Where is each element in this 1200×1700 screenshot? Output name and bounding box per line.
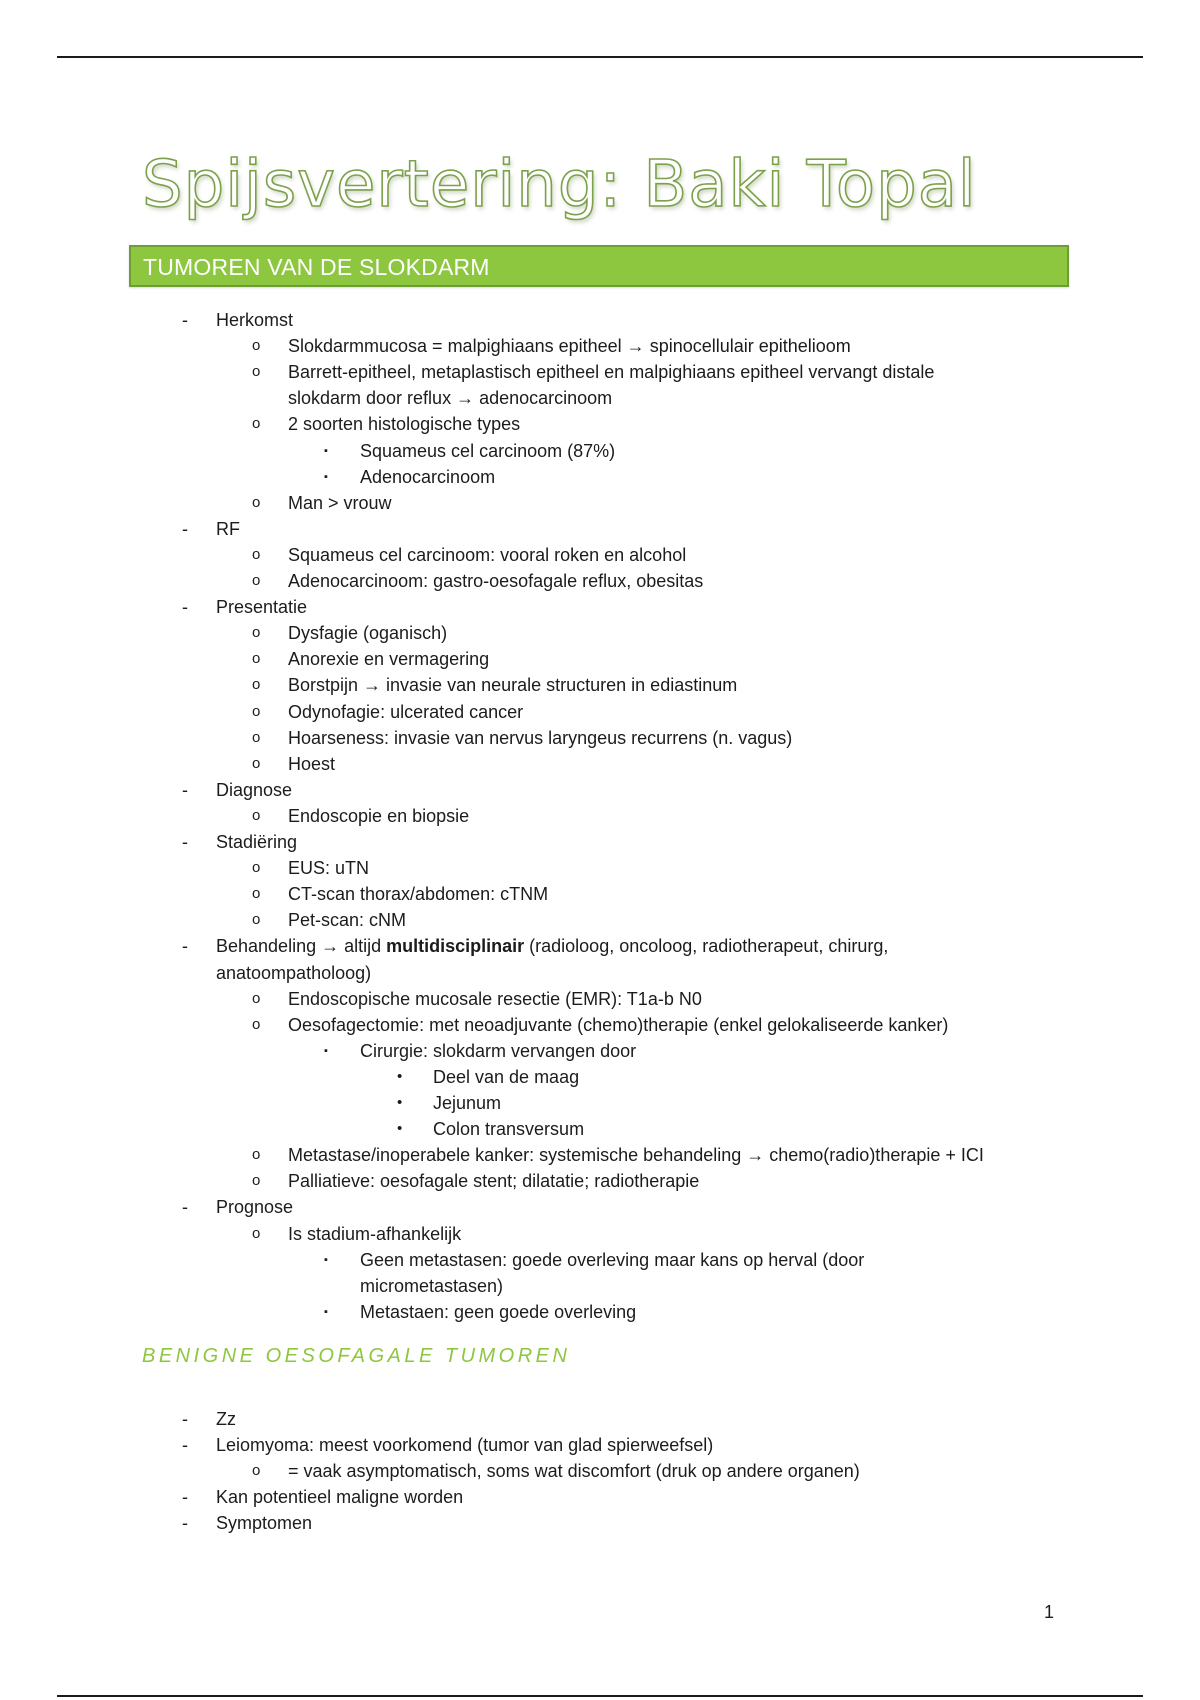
page-number: 1 [1044,1602,1055,1622]
list-item: Metastaen: geen goede overleving [360,1301,637,1322]
list-item: Oesofagectomie: met neoadjuvante (chemo)therapie (enkel gelokaliseerde kanker) [288,1014,949,1035]
list-item: Hoest [288,753,336,774]
list-item: Barrett-epitheel, metaplastisch epitheel en malpighiaans epitheel vervangt distale [288,362,935,383]
dot-bullet-icon: • [397,1067,403,1085]
list-item: Odynofagie: ulcerated cancer [288,701,524,722]
dash-bullet-icon: - [182,1197,188,1218]
circle-bullet-icon: o [252,1015,261,1033]
circle-bullet-icon: o [252,885,261,903]
list-item: EUS: uTN [288,858,370,879]
list-item: Deel van de maag [433,1066,580,1087]
section-heading: TUMOREN VAN DE SLOKDARM [143,254,490,280]
list-item: Man > vrouw [288,492,392,513]
header-rule [57,56,1143,58]
square-bullet-icon: ▪ [324,470,328,483]
list-item: Stadiëring [216,832,298,852]
subsection-heading: BENIGNE OESOFAGALE TUMOREN [142,1345,571,1367]
square-bullet-icon: ▪ [324,1044,328,1057]
circle-bullet-icon: o [252,806,261,824]
square-bullet-icon: ▪ [324,1305,328,1318]
dash-bullet-icon: - [182,832,188,852]
dot-bullet-icon: • [397,1120,403,1138]
dot-bullet-icon: • [397,1094,403,1111]
list-item: Squameus cel carcinoom: vooral roken en alcohol [288,544,687,565]
list-item: Slokdarmmucosa = malpighiaans epitheel → spinocellulair epithelioom [288,336,851,357]
circle-bullet-icon: o [252,415,261,433]
list-item: Borstpijn → invasie van neurale structuren in ediastinum [288,675,738,696]
document-title: Spijsvertering: Baki Topal [142,148,977,222]
list-item: Herkomst [216,310,294,330]
list-item: Symptomen [216,1513,313,1534]
list-item: Adenocarcinoom [360,466,496,487]
circle-bullet-icon: o [252,363,261,381]
dash-bullet-icon: - [182,597,188,618]
list-item: Zz [216,1409,236,1429]
list-item: Diagnose [216,779,293,800]
circle-bullet-icon: o [252,337,261,355]
list-item: Jejunum [433,1093,502,1113]
section-heading-bar [129,245,1069,287]
list-item: Colon transversum [433,1119,585,1140]
circle-bullet-icon: o [252,1462,261,1480]
list-item: Prognose [216,1197,294,1218]
list-item: Palliatieve: oesofagale stent; dilatatie; radiotherapie [288,1171,700,1192]
circle-bullet-icon: o [252,754,261,772]
list-item: Leiomyoma: meest voorkomend (tumor van glad spierweefsel) [216,1435,714,1456]
list-item: Pet-scan: cNM [288,910,407,931]
circle-bullet-icon: o [252,911,261,929]
dash-bullet-icon: - [182,1487,188,1508]
circle-bullet-icon: o [252,1224,261,1242]
circle-bullet-icon: o [252,572,261,589]
circle-bullet-icon: o [252,728,261,746]
list-item: CT-scan thorax/abdomen: cTNM [288,884,549,905]
circle-bullet-icon: o [252,859,261,877]
list-item: = vaak asymptomatisch, soms wat discomfort (druk op andere organen) [288,1461,860,1482]
list-item: Is stadium-afhankelijk [288,1223,462,1244]
circle-bullet-icon: o [252,545,261,563]
list-item: Anorexie en vermagering [288,649,490,670]
dash-bullet-icon: - [182,518,188,539]
square-bullet-icon: ▪ [324,1253,328,1266]
dash-bullet-icon: - [182,1409,188,1429]
circle-bullet-icon: o [252,702,261,720]
circle-bullet-icon: o [252,650,261,668]
circle-bullet-icon: o [252,624,261,642]
list-item: Geen metastasen: goede overleving maar kans op herval (door [360,1249,865,1270]
dash-bullet-icon: - [182,1435,188,1456]
list-item: Cirurgie: slokdarm vervangen door [360,1040,637,1061]
list-item: Kan potentieel maligne worden [216,1487,464,1508]
circle-bullet-icon: o [252,1146,261,1164]
square-bullet-icon: ▪ [324,444,328,457]
list-item: Squameus cel carcinoom (87%) [360,440,616,461]
circle-bullet-icon: o [252,493,261,511]
dash-bullet-icon: - [182,936,188,957]
list-item: Behandeling → altijd multidisciplinair (radioloog, oncoloog, radiotherapeut, chirurg, [216,936,889,957]
circle-bullet-icon: o [252,1172,261,1190]
dash-bullet-icon: - [182,1513,188,1534]
list-item: Endoscopische mucosale resectie (EMR): T1a-b N0 [288,988,702,1009]
dash-bullet-icon: - [182,779,188,800]
list-item: RF [216,518,240,539]
list-item: slokdarm door reflux → adenocarcinoom [288,388,613,409]
list-item: 2 soorten histologische types [288,414,521,435]
dash-bullet-icon: - [182,310,188,330]
list-item: anatoompatholoog) [216,962,372,983]
list-item: Metastase/inoperabele kanker: systemische behandeling → chemo(radio)therapie + ICI [288,1145,984,1166]
list-item: Presentatie [216,597,308,618]
list-item: Hoarseness: invasie van nervus laryngeus recurrens (n. vagus) [288,727,793,748]
footer-rule [57,1695,1143,1697]
circle-bullet-icon: o [252,989,261,1007]
list-item: Dysfagie (oganisch) [288,623,448,644]
list-item: Adenocarcinoom: gastro-oesofagale reflux, obesitas [288,571,704,591]
list-item: micrometastasen) [360,1275,504,1296]
circle-bullet-icon: o [252,676,261,694]
list-item: Endoscopie en biopsie [288,805,470,826]
